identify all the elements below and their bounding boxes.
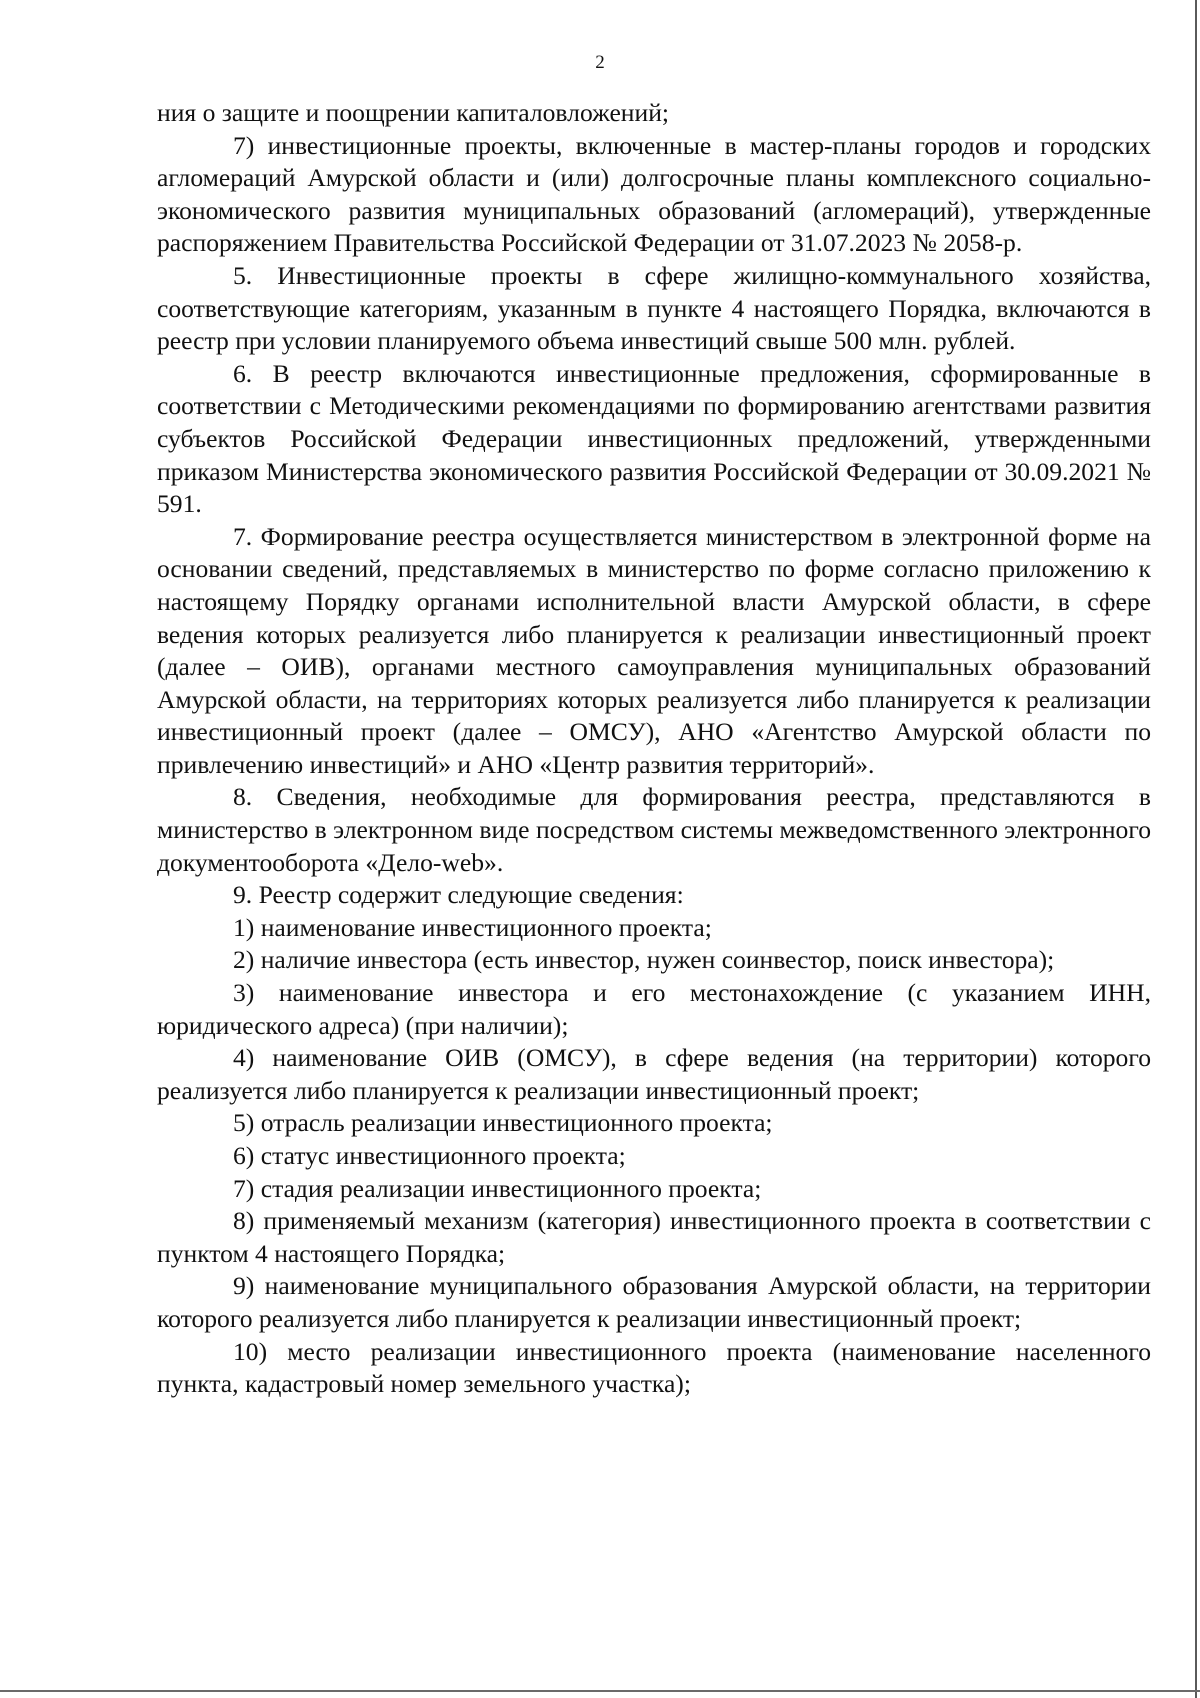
paragraph: ния о защите и поощрении капиталовложений; (157, 98, 670, 127)
list-item: 6) статус инвестиционного проекта; (233, 1141, 626, 1170)
list-item: 1) наименование инвестиционного проекта; (233, 912, 712, 942)
page-number: 2 (595, 52, 605, 73)
paragraph: 8. Сведения, необходимые для формирования реестра, представляются в министерство в электронном виде посредством системы межведомственного электронного документооборота «Дело-web». (157, 782, 1151, 877)
list-item: 2) наличие инвестора (есть инвестор, нужен соинвестор, поиск инвестора); (233, 945, 1055, 975)
list-item: 7) стадия реализации инвестиционного проекта; (233, 1173, 762, 1203)
paragraph: 9. Реестр содержит следующие сведения: (233, 880, 684, 910)
list-item: 10) место реализации инвестиционного проекта (наименование населенного пункта, кадастровый номер земельного участка); (157, 1336, 1151, 1399)
paragraph: 6. В реестр включаются инвестиционные предложения, сформированные в соответствии с Методическими рекомендациями по формированию агентствами развития субъектов Российской Федерации инвестиционных предложений, утвержденными приказом Министерства экономического развития Российской Федерации от 30.09.2021 № 591. (157, 358, 1151, 519)
list-item: 8) применяемый механизм (категория) инвестиционного проекта в соответствии с пунктом 4 настоящего Порядка; (157, 1206, 1151, 1268)
scan-edge-right (1195, 0, 1197, 1698)
list-item: 3) наименование инвестора и его местонахождение (с указанием ИНН, юридического адреса) (при наличии); (157, 978, 1151, 1040)
paragraph: 5. Инвестиционные проекты в сфере жилищно-коммунального хозяйства, соответствующие категориям, указанным в пункте 4 настоящего Порядка, включаются в реестр при условии планируемого объема инвестиций свыше 500 млн. рублей. (157, 260, 1151, 356)
scan-edge-bottom (0, 1690, 1200, 1692)
document-body (157, 97, 1151, 1401)
list-item: 4) наименование ОИВ (ОМСУ), в сфере ведения (на территории) которого реализуется либо планируется к реализации инвестиционный проект; (157, 1043, 1151, 1105)
paragraph: 7) инвестиционные проекты, включенные в мастер-планы городов и городских агломераций Амурской области и (или) долгосрочные планы комплексного социально-экономического развития муниципальных образований (агломераций), утвержденные распоряжением Правительства Российской Федерации от 31.07.2023 № 2058-р. (157, 130, 1151, 258)
paragraph: 7. Формирование реестра осуществляется министерством в электронной форме на основании сведений, представляемых в министерство по форме согласно приложению к настоящему Порядку органами исполнительной власти Амурской области, в сфере ведения которых реализуется либо планируется к реализации инвестиционный проект (далее – ОИВ), органами местного самоуправления муниципальных образований Амурской области, на территориях которых реализуется либо планируется к реализации инвестиционный проект (далее – ОМСУ), АНО «Агентство Амурской области по привлечению инвестиций» и АНО «Центр развития территорий». (157, 521, 1151, 779)
list-item: 5) отрасль реализации инвестиционного проекта; (233, 1108, 773, 1138)
list-item: 9) наименование муниципального образования Амурской области, на территории которого реализуется либо планируется к реализации инвестиционный проект; (157, 1271, 1151, 1333)
